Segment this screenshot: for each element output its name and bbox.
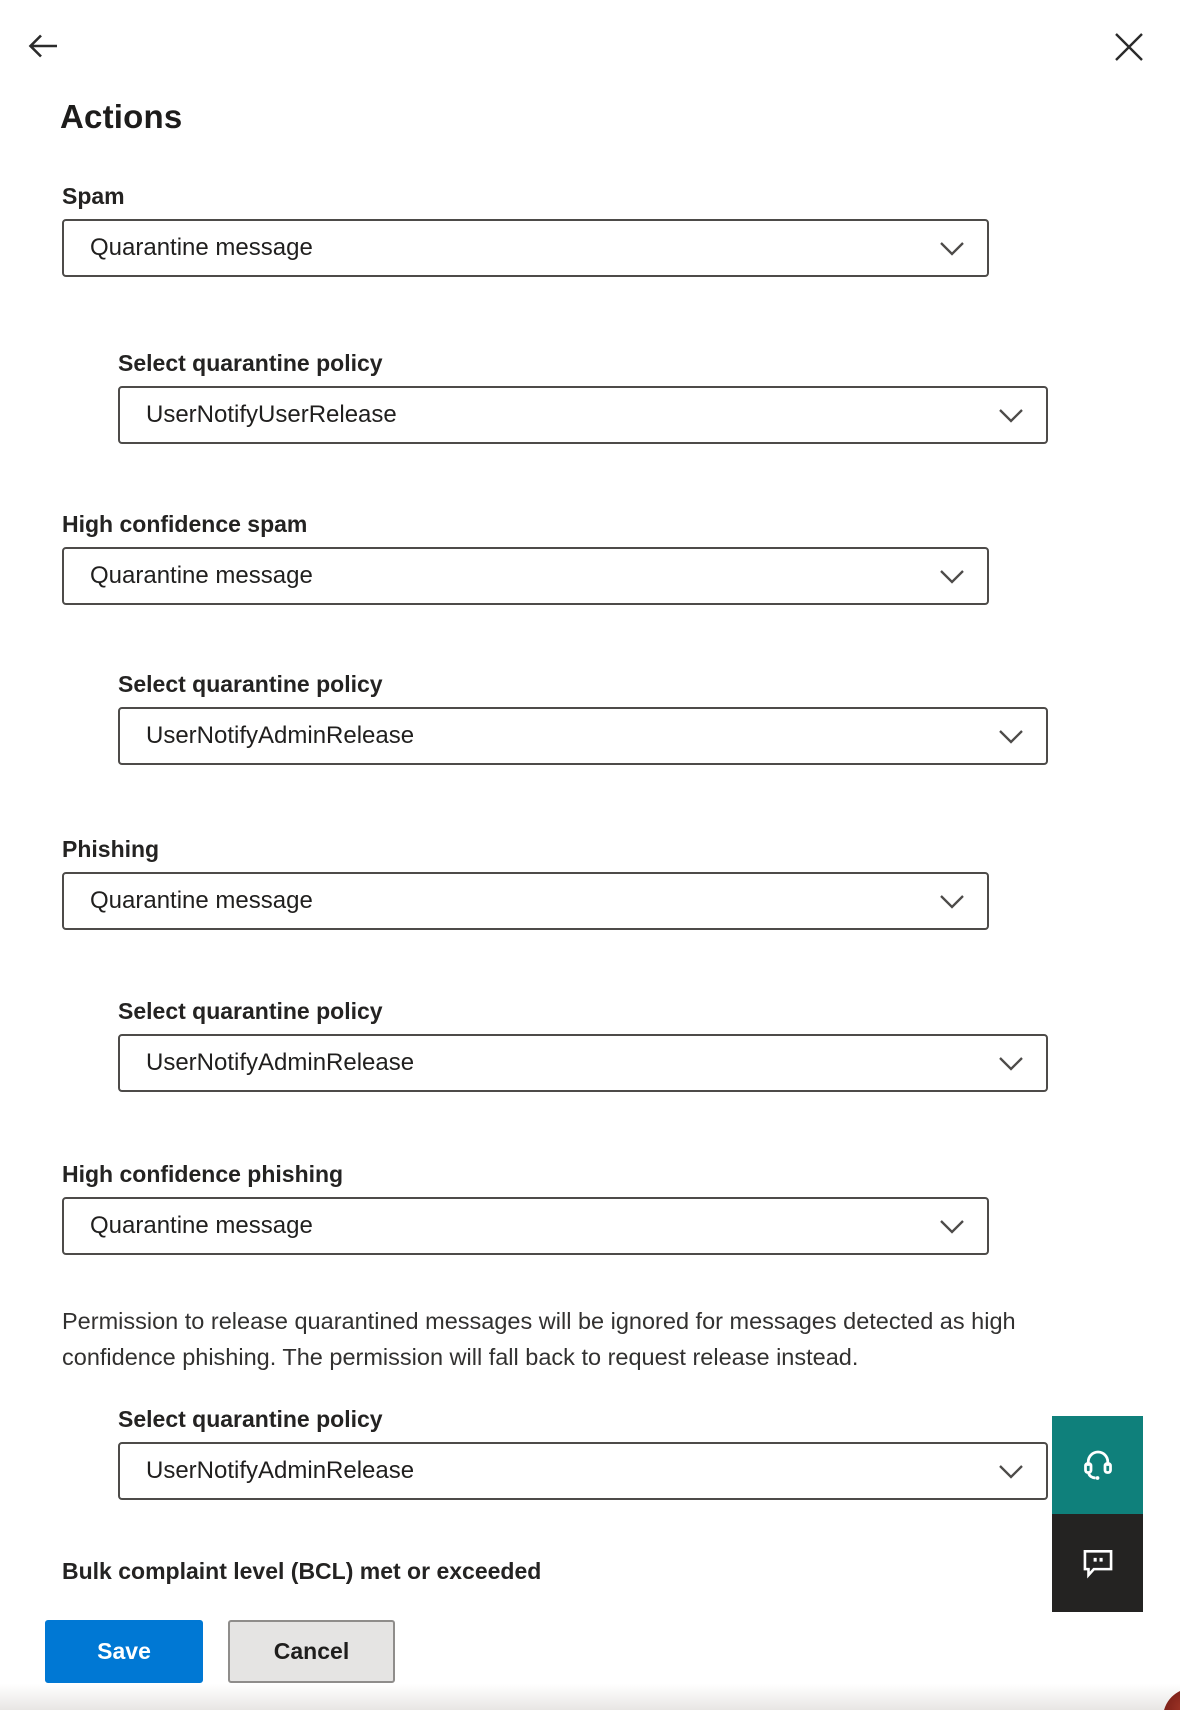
hcp-permission-note: Permission to release quarantined messages will be ignored for messages detected as high confidence phishing. The permission will fall back to request release instead. [62, 1308, 1016, 1370]
chevron-down-icon [998, 1461, 1024, 1481]
field-spam [62, 183, 989, 277]
headset-icon [1078, 1444, 1118, 1487]
chevron-down-icon [998, 726, 1024, 746]
field-spam-quarantine-policy [118, 350, 1048, 444]
field-hcp-quarantine-policy [118, 1406, 1048, 1500]
field-label: Spam [62, 183, 125, 209]
dropdown-value: Quarantine message [90, 887, 313, 914]
field-label: Select quarantine policy [118, 350, 383, 376]
dropdown-value: Quarantine message [90, 234, 313, 261]
field-label: High confidence phishing [62, 1161, 344, 1187]
field-label: Select quarantine policy [118, 671, 383, 697]
dropdown-value: UserNotifyUserRelease [146, 401, 397, 428]
support-button[interactable] [1052, 1416, 1143, 1514]
dropdown-value: Quarantine message [90, 562, 313, 589]
back-button[interactable] [24, 27, 62, 65]
chevron-down-icon [939, 238, 965, 258]
hcp-quarantine-policy-dropdown[interactable] [118, 1442, 1048, 1500]
hcs-quarantine-policy-dropdown[interactable] [118, 707, 1048, 765]
phishing-action-dropdown[interactable] [62, 872, 989, 930]
field-phishing [62, 836, 989, 930]
field-label: Select quarantine policy [118, 1406, 383, 1432]
field-high-confidence-spam [62, 511, 989, 605]
chat-bubble-icon [1079, 1543, 1117, 1584]
spam-quarantine-policy-dropdown[interactable] [118, 386, 1048, 444]
chevron-down-icon [939, 891, 965, 911]
field-label: Phishing [62, 836, 160, 862]
cancel-button[interactable]: Cancel [228, 1620, 395, 1683]
field-high-confidence-phishing [62, 1161, 989, 1255]
dropdown-value: UserNotifyAdminRelease [146, 1049, 415, 1076]
field-label: Select quarantine policy [118, 998, 383, 1024]
field-phishing-quarantine-policy [118, 998, 1048, 1092]
field-hcs-quarantine-policy [118, 671, 1048, 765]
bottom-gradient [0, 1684, 1180, 1710]
dropdown-value: Quarantine message [90, 1212, 313, 1239]
save-button[interactable]: Save [45, 1620, 203, 1683]
chevron-down-icon [998, 1053, 1024, 1073]
page-title: Actions [60, 98, 183, 135]
spam-action-dropdown[interactable] [62, 219, 989, 277]
phishing-quarantine-policy-dropdown[interactable] [118, 1034, 1048, 1092]
bulk-complaint-level-heading: Bulk complaint level (BCL) met or exceeded [62, 1558, 542, 1584]
feedback-button[interactable] [1052, 1514, 1143, 1612]
chevron-down-icon [939, 566, 965, 586]
chevron-down-icon [998, 405, 1024, 425]
field-label: High confidence spam [62, 511, 308, 537]
high-confidence-spam-action-dropdown[interactable] [62, 547, 989, 605]
high-confidence-phishing-action-dropdown[interactable] [62, 1197, 989, 1255]
close-icon [1112, 52, 1146, 67]
close-button[interactable] [1112, 30, 1146, 64]
dropdown-value: UserNotifyAdminRelease [146, 1457, 415, 1484]
dropdown-value: UserNotifyAdminRelease [146, 722, 415, 749]
arrow-left-icon [24, 53, 62, 68]
chevron-down-icon [939, 1216, 965, 1236]
